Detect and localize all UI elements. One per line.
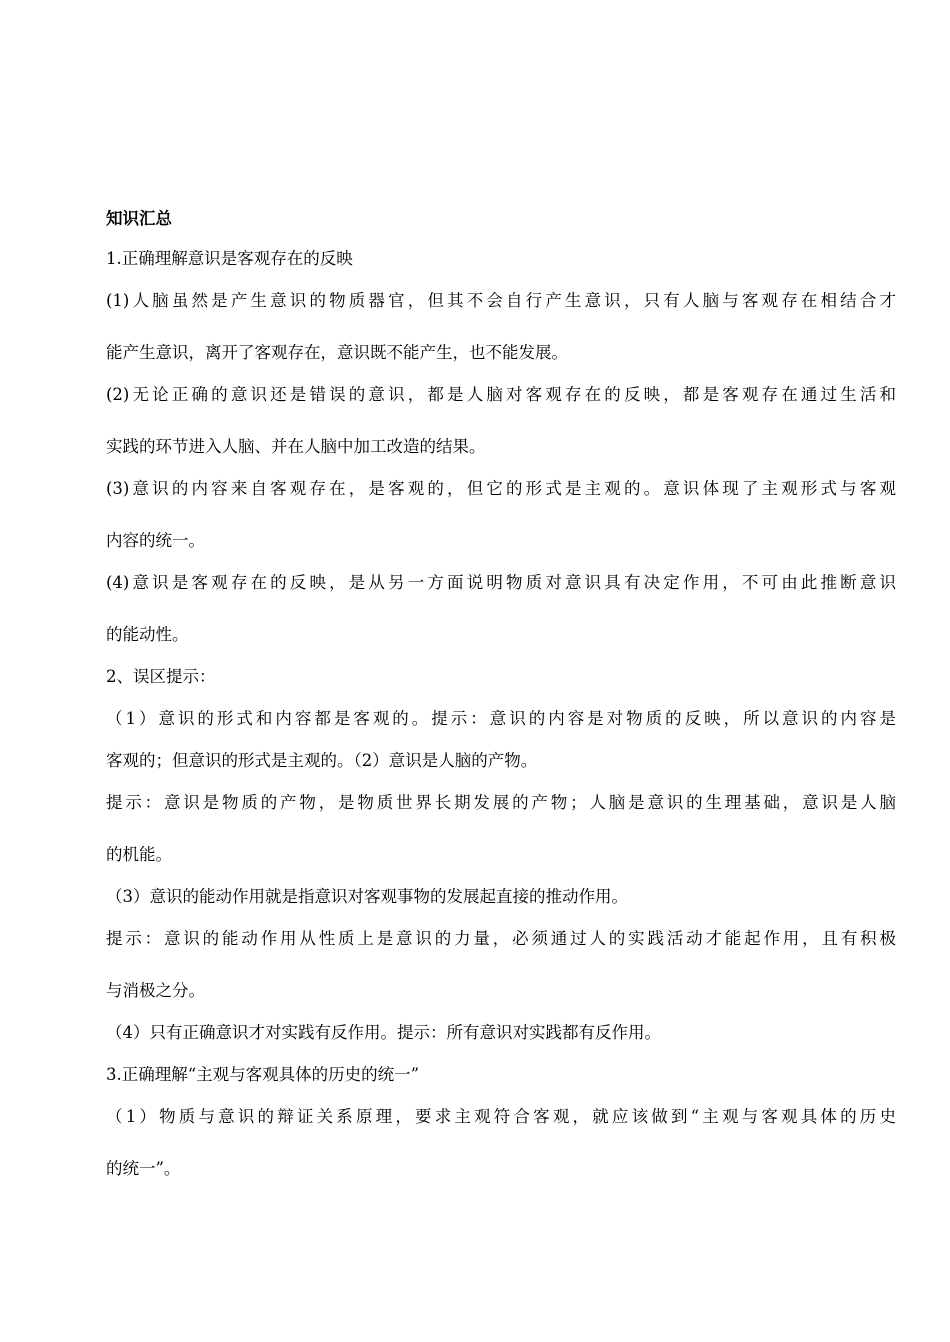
paragraph-line: （1）物质与意识的辩证关系原理，要求主观符合客观，就应该做到“主观与客观具体的历史 bbox=[106, 1107, 896, 1126]
paragraph-line: 实践的环节进入人脑、并在人脑中加工改造的结果。 bbox=[106, 437, 486, 456]
topic-title-2: 2、误区提示： bbox=[106, 667, 216, 686]
paragraph-line: 能产生意识，离开了客观存在，意识既不能产生，也不能发展。 bbox=[106, 343, 568, 362]
paragraph-line: 客观的；但意识的形式是主观的。（2）意识是人脑的产物。 bbox=[106, 751, 538, 770]
paragraph-line: （1）意识的形式和内容都是客观的。提示：意识的内容是对物质的反映，所以意识的内容是 bbox=[106, 709, 896, 728]
paragraph-line: 提示：意识是物质的产物，是物质世界长期发展的产物；人脑是意识的生理基础，意识是人脑 bbox=[106, 793, 896, 812]
paragraph-line: (4)意识是客观存在的反映，是从另一方面说明物质对意识具有决定作用，不可由此推断意识 bbox=[106, 573, 896, 592]
paragraph-line: (2)无论正确的意识还是错误的意识，都是人脑对客观存在的反映，都是客观存在通过生活和 bbox=[106, 385, 896, 404]
topic-title-1: 1.正确理解意识是客观存在的反映 bbox=[106, 249, 353, 268]
paragraph-line: 的能动性。 bbox=[106, 625, 189, 644]
paragraph-line: 的统一”。 bbox=[106, 1159, 181, 1178]
paragraph-line: （4）只有正确意识才对实践有反作用。提示：所有意识对实践都有反作用。 bbox=[106, 1023, 661, 1042]
paragraph-line: 提示：意识的能动作用从性质上是意识的力量，必须通过人的实践活动才能起作用，且有积极 bbox=[106, 929, 896, 948]
document-body bbox=[106, 206, 896, 1182]
paragraph-line: (1)人脑虽然是产生意识的物质器官，但其不会自行产生意识，只有人脑与客观存在相结合才 bbox=[106, 291, 896, 310]
topic-title-3: 3.正确理解“主观与客观具体的历史的统一” bbox=[106, 1065, 420, 1084]
paragraph-line: 的机能。 bbox=[106, 845, 172, 864]
section-heading: 知识汇总 bbox=[106, 209, 172, 228]
paragraph-line: (3)意识的内容来自客观存在，是客观的，但它的形式是主观的。意识体现了主观形式与客观 bbox=[106, 479, 896, 498]
paragraph-line: 内容的统一。 bbox=[106, 531, 205, 550]
paragraph-line: 与消极之分。 bbox=[106, 981, 205, 1000]
paragraph-line: （3）意识的能动作用就是指意识对客观事物的发展起直接的推动作用。 bbox=[106, 887, 628, 906]
